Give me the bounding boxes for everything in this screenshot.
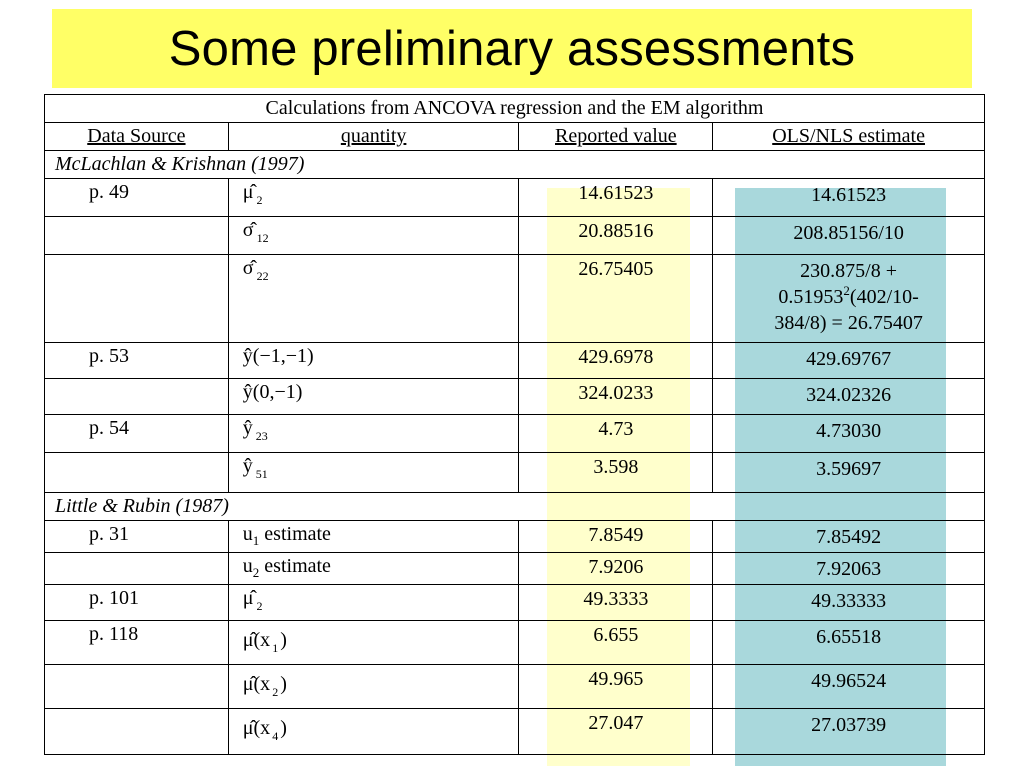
source-cell: p. 31	[45, 521, 229, 553]
quantity-tail: estimate	[259, 523, 331, 545]
estimate-line: 230.875/8 +	[800, 260, 898, 282]
quantity-subscript: 4	[272, 729, 279, 743]
quantity-subscript: 22	[256, 269, 269, 283]
quantity-cell	[228, 621, 519, 665]
table-row	[45, 521, 985, 553]
table-row	[45, 179, 985, 217]
source-cell	[45, 553, 229, 585]
reported-value-cell: 20.88516	[519, 217, 713, 255]
quantity-subscript: 51	[255, 467, 268, 481]
reported-value-cell: 26.75405	[519, 255, 713, 343]
table-row	[45, 709, 985, 755]
quantity-symbol: ŷ	[242, 455, 253, 477]
estimate-cell: 429.69767	[713, 343, 985, 379]
reported-value-cell: 4.73	[519, 415, 713, 453]
estimate-superscript: 2	[843, 283, 850, 298]
quantity-cell	[228, 665, 519, 709]
page-title: Some preliminary assessments	[168, 21, 856, 76]
source-cell	[45, 453, 229, 493]
quantity-symbol: σ̂	[242, 257, 254, 279]
section-row	[45, 493, 985, 521]
estimate-cell	[713, 255, 985, 343]
title-banner	[52, 9, 972, 88]
reported-value-cell: 324.0233	[519, 379, 713, 415]
quantity-tail: )	[280, 673, 287, 695]
table-row	[45, 665, 985, 709]
source-cell: p. 53	[45, 343, 229, 379]
quantity-tail: estimate	[259, 555, 331, 577]
quantity-cell	[228, 453, 519, 493]
table-row	[45, 621, 985, 665]
quantity-cell	[228, 585, 519, 621]
reported-value-cell: 49.3333	[519, 585, 713, 621]
quantity-tail: )	[280, 629, 287, 651]
quantity-cell	[228, 709, 519, 755]
quantity-cell	[228, 217, 519, 255]
quantity-cell: ŷ(−1,−1)	[228, 343, 519, 379]
table-caption-row	[45, 95, 985, 123]
estimate-cell: 208.85156/10	[713, 217, 985, 255]
estimate-cell: 3.59697	[713, 453, 985, 493]
estimate-cell: 324.02326	[713, 379, 985, 415]
table-row	[45, 379, 985, 415]
quantity-subscript: 2	[256, 193, 263, 207]
reported-value-cell: 6.655	[519, 621, 713, 665]
estimate-base: 0.51953	[778, 286, 844, 308]
table-caption: Calculations from ANCOVA regression and the EM algorithm	[45, 95, 985, 123]
quantity-symbol: μ̂(x	[242, 629, 271, 651]
quantity-subscript: 12	[256, 231, 269, 245]
reported-value-cell: 14.61523	[519, 179, 713, 217]
reported-value-cell: 429.6978	[519, 343, 713, 379]
quantity-cell: ŷ(0,−1)	[228, 379, 519, 415]
estimate-tail: (402/10-	[849, 286, 919, 308]
reported-value-cell: 7.9206	[519, 553, 713, 585]
quantity-symbol: μ̂	[242, 181, 254, 203]
estimate-cell: 7.85492	[713, 521, 985, 553]
table-row	[45, 553, 985, 585]
table-row	[45, 585, 985, 621]
quantity-subscript: 1	[252, 533, 260, 548]
estimate-cell: 14.61523	[713, 179, 985, 217]
section-title: McLachlan & Krishnan (1997)	[45, 151, 985, 179]
estimate-cell: 7.92063	[713, 553, 985, 585]
header-data-source: Data Source	[45, 123, 229, 151]
source-cell	[45, 217, 229, 255]
reported-value-cell: 49.965	[519, 665, 713, 709]
section-title: Little & Rubin (1987)	[45, 493, 985, 521]
table-row	[45, 453, 985, 493]
reported-value-cell: 3.598	[519, 453, 713, 493]
table-row	[45, 217, 985, 255]
section-row	[45, 151, 985, 179]
source-cell: p. 118	[45, 621, 229, 665]
quantity-subscript: 2	[256, 599, 263, 613]
header-reported-value: Reported value	[519, 123, 713, 151]
quantity-subscript: 2	[252, 565, 260, 580]
quantity-cell	[228, 255, 519, 343]
header-ols-nls-estimate: OLS/NLS estimate	[713, 123, 985, 151]
table-row	[45, 255, 985, 343]
source-cell	[45, 379, 229, 415]
quantity-subscript: 1	[272, 641, 279, 655]
quantity-cell	[228, 179, 519, 217]
estimate-cell: 4.73030	[713, 415, 985, 453]
table-header-row	[45, 123, 985, 151]
source-cell	[45, 665, 229, 709]
quantity-subscript: 2	[272, 685, 279, 699]
quantity-cell	[228, 521, 519, 553]
estimate-line: 384/8) = 26.75407	[774, 312, 923, 334]
source-cell: p. 49	[45, 179, 229, 217]
table-row	[45, 343, 985, 379]
quantity-symbol: μ̂(x	[242, 673, 271, 695]
quantity-symbol: u	[242, 555, 253, 577]
source-cell: p. 101	[45, 585, 229, 621]
source-cell: p. 54	[45, 415, 229, 453]
results-table	[44, 94, 985, 755]
estimate-line	[717, 284, 980, 310]
quantity-symbol: u	[242, 523, 253, 545]
estimate-cell: 49.33333	[713, 585, 985, 621]
quantity-cell	[228, 415, 519, 453]
quantity-tail: )	[280, 717, 287, 739]
reported-value-cell: 7.8549	[519, 521, 713, 553]
table-row	[45, 415, 985, 453]
reported-value-cell: 27.047	[519, 709, 713, 755]
quantity-symbol: μ̂	[242, 587, 254, 609]
estimate-cell: 27.03739	[713, 709, 985, 755]
quantity-symbol: ŷ	[242, 417, 253, 439]
header-quantity: quantity	[228, 123, 519, 151]
estimate-cell: 6.65518	[713, 621, 985, 665]
quantity-subscript: 23	[255, 429, 268, 443]
source-cell	[45, 709, 229, 755]
quantity-symbol: σ̂	[242, 219, 254, 241]
source-cell	[45, 255, 229, 343]
quantity-symbol: μ̂(x	[242, 717, 271, 739]
estimate-cell: 49.96524	[713, 665, 985, 709]
quantity-cell	[228, 553, 519, 585]
